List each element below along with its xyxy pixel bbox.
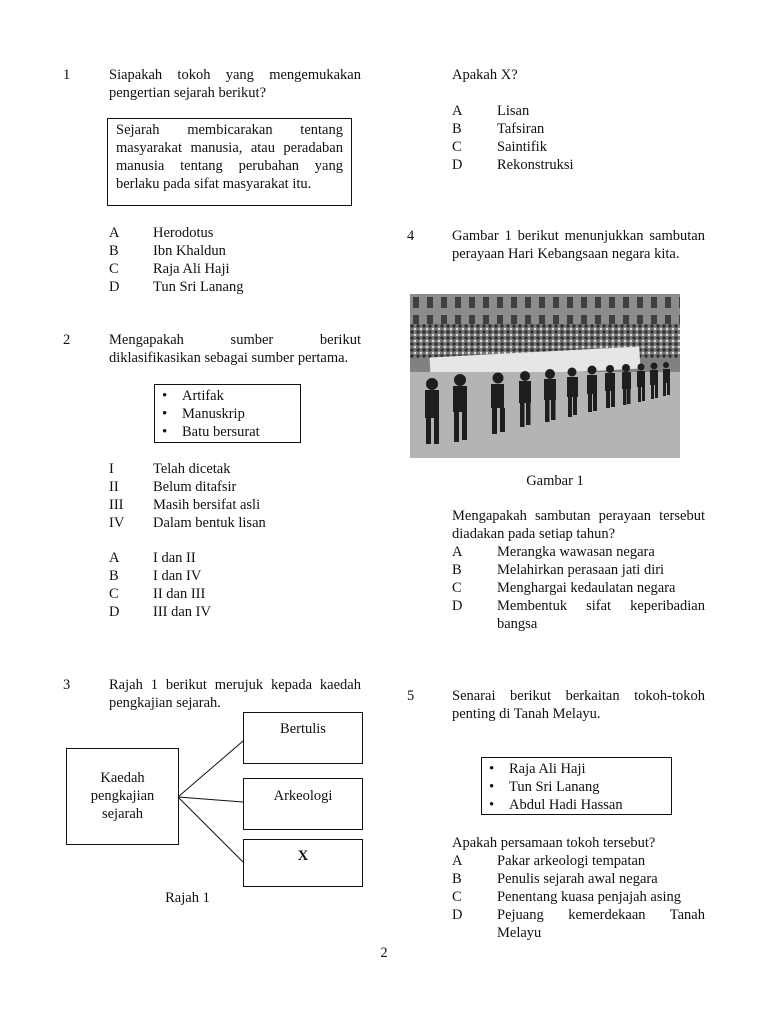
q5-option-a-text: Pakar arkeologi tempatan bbox=[497, 853, 646, 869]
diagram-root-line: sejarah bbox=[101, 806, 144, 822]
question-4-stem: Gambar 1 berikut menunjukkan sambutan perayaan Hari Kebangsaan negara kita. bbox=[452, 228, 705, 262]
q4-option-c[interactable] bbox=[452, 579, 705, 597]
q2-option-b-text: I dan IV bbox=[153, 568, 202, 584]
question-3-stem: Rajah 1 berikut merujuk kepada kaedah pengkajian sejarah. bbox=[109, 677, 361, 711]
diagram-branch-label: Arkeologi bbox=[273, 788, 333, 804]
q4-option-d-text: Membentuk sifat keperibadian bangsa bbox=[497, 598, 705, 632]
source-item: • Artifak bbox=[155, 387, 300, 405]
source-item: • Batu bersurat bbox=[155, 423, 300, 441]
q5-option-a[interactable] bbox=[452, 852, 705, 870]
q4-option-b-letter: B bbox=[452, 562, 462, 578]
q3-option-d[interactable] bbox=[452, 156, 712, 174]
q2-option-d-letter: D bbox=[109, 604, 120, 620]
q5-option-b-letter: B bbox=[452, 871, 462, 887]
q3-option-b-letter: B bbox=[452, 121, 462, 137]
q1-option-b-text: Ibn Khaldun bbox=[153, 243, 226, 259]
question-5-prompt: Apakah persamaan tokoh tersebut? bbox=[452, 835, 656, 851]
q5-option-c-text: Penentang kuasa penjajah asing bbox=[497, 889, 682, 905]
q3-option-c-text: Saintifik bbox=[497, 139, 547, 155]
q2-statement-iv-roman: IV bbox=[109, 515, 125, 531]
q3-option-a-letter: A bbox=[452, 103, 463, 119]
diagram-root-line: pengkajian bbox=[90, 788, 155, 804]
q2-statement-iii-text: Masih bersifat asli bbox=[153, 497, 261, 513]
question-4-prompt: Mengapakah sambutan perayaan tersebut diadakan pada setiap tahun? bbox=[452, 508, 705, 542]
q1-option-d-text: Tun Sri Lanang bbox=[153, 279, 244, 295]
q2-statement-iv-text: Dalam bentuk lisan bbox=[153, 515, 266, 531]
q5-option-d-text: Pejuang kemerdekaan Tanah Melayu bbox=[497, 907, 705, 941]
q1-option-b-letter: B bbox=[109, 243, 119, 259]
q2-option-d-text: III dan IV bbox=[153, 604, 211, 620]
connector-line bbox=[178, 741, 243, 797]
definition-quote: Sejarah membicarakan tentang masyarakat manusia, atau peradaban manusia tentang perubahan yang berlaku pada sifat masyarakat itu. bbox=[116, 122, 343, 192]
q3-option-c[interactable] bbox=[452, 138, 712, 156]
figure-item: • Raja Ali Haji bbox=[482, 760, 671, 778]
q2-option-a-letter: A bbox=[109, 550, 120, 566]
q3-option-a[interactable] bbox=[452, 102, 712, 120]
q1-option-c-text: Raja Ali Haji bbox=[153, 261, 230, 277]
q5-option-b[interactable] bbox=[452, 870, 705, 888]
q4-option-c-letter: C bbox=[452, 580, 462, 596]
q3-option-d-text: Rekonstruksi bbox=[497, 157, 574, 173]
q3-option-b[interactable] bbox=[452, 120, 712, 138]
q4-option-d-letter: D bbox=[452, 598, 463, 614]
q2-option-a-text: I dan II bbox=[153, 550, 196, 566]
q2-option-c-letter: C bbox=[109, 586, 119, 602]
q2-statement-iii-roman: III bbox=[109, 497, 124, 513]
q2-option-c-text: II dan III bbox=[153, 586, 206, 602]
q4-option-b[interactable] bbox=[452, 561, 705, 579]
connector-line bbox=[178, 797, 243, 802]
q1-option-c-letter: C bbox=[109, 261, 119, 277]
parade-photo-illustration bbox=[410, 294, 680, 458]
source-item: • Manuskrip bbox=[155, 405, 300, 423]
question-number-2: 2 bbox=[63, 332, 71, 348]
question-number-3: 3 bbox=[63, 677, 71, 693]
gambar-caption: Gambar 1 bbox=[526, 473, 584, 489]
diagram-branch-arkeologi bbox=[243, 778, 363, 830]
diagram-branch-label: Bertulis bbox=[280, 721, 326, 737]
q1-option-a-letter: A bbox=[109, 225, 120, 241]
question-number-1: 1 bbox=[63, 67, 71, 83]
diagram-branch-label: X bbox=[297, 848, 309, 864]
question-number-4: 4 bbox=[407, 228, 415, 244]
q4-option-d[interactable] bbox=[452, 597, 705, 633]
q3-option-a-text: Lisan bbox=[497, 103, 530, 119]
q5-option-d[interactable] bbox=[452, 906, 705, 942]
q3-option-b-text: Tafsiran bbox=[497, 121, 545, 137]
q2-option-b-letter: B bbox=[109, 568, 119, 584]
q4-option-a-text: Merangka wawasan negara bbox=[497, 544, 655, 560]
question-5-stem: Senarai berikut berkaitan tokoh-tokoh penting di Tanah Melayu. bbox=[452, 688, 705, 722]
q5-option-c[interactable] bbox=[452, 888, 705, 906]
page-number: 2 bbox=[380, 945, 388, 961]
q4-option-a[interactable] bbox=[452, 543, 705, 561]
q2-statement-i-text: Telah dicetak bbox=[153, 461, 231, 477]
q5-option-c-letter: C bbox=[452, 889, 462, 905]
q4-option-b-text: Melahirkan perasaan jati diri bbox=[497, 562, 665, 578]
figures-box bbox=[481, 757, 672, 815]
q2-statement-ii-text: Belum ditafsir bbox=[153, 479, 237, 495]
diagram-branch-x bbox=[243, 839, 363, 887]
question-number-5: 5 bbox=[407, 688, 415, 704]
q4-option-a-letter: A bbox=[452, 544, 463, 560]
q1-option-d-letter: D bbox=[109, 279, 120, 295]
q4-option-c-text: Menghargai kedaulatan negara bbox=[497, 580, 676, 596]
figure-item: • Abdul Hadi Hassan bbox=[482, 796, 671, 814]
q5-option-b-text: Penulis sejarah awal negara bbox=[497, 871, 658, 887]
question-3-prompt: Apakah X? bbox=[452, 67, 518, 83]
diagram-branch-bertulis bbox=[243, 712, 363, 764]
q3-option-c-letter: C bbox=[452, 139, 462, 155]
q2-statement-ii-roman: II bbox=[109, 479, 119, 495]
q5-option-a-letter: A bbox=[452, 853, 463, 869]
q2-statement-i-roman: I bbox=[109, 461, 114, 477]
question-1-stem: Siapakah tokoh yang mengemukakan pengertian sejarah berikut? bbox=[109, 67, 361, 101]
q1-option-a-text: Herodotus bbox=[153, 225, 214, 241]
q3-option-d-letter: D bbox=[452, 157, 463, 173]
question-2-stem: Mengapakah sumber berikut diklasifikasikan sebagai sumber pertama. bbox=[109, 332, 361, 366]
diagram-root-line: Kaedah bbox=[100, 770, 145, 786]
diagram-root-box bbox=[66, 748, 179, 845]
q5-option-d-letter: D bbox=[452, 907, 463, 923]
connector-line bbox=[178, 797, 243, 862]
national-day-parade-photo bbox=[410, 294, 680, 458]
rajah-caption: Rajah 1 bbox=[165, 890, 210, 906]
figure-item: • Tun Sri Lanang bbox=[482, 778, 671, 796]
